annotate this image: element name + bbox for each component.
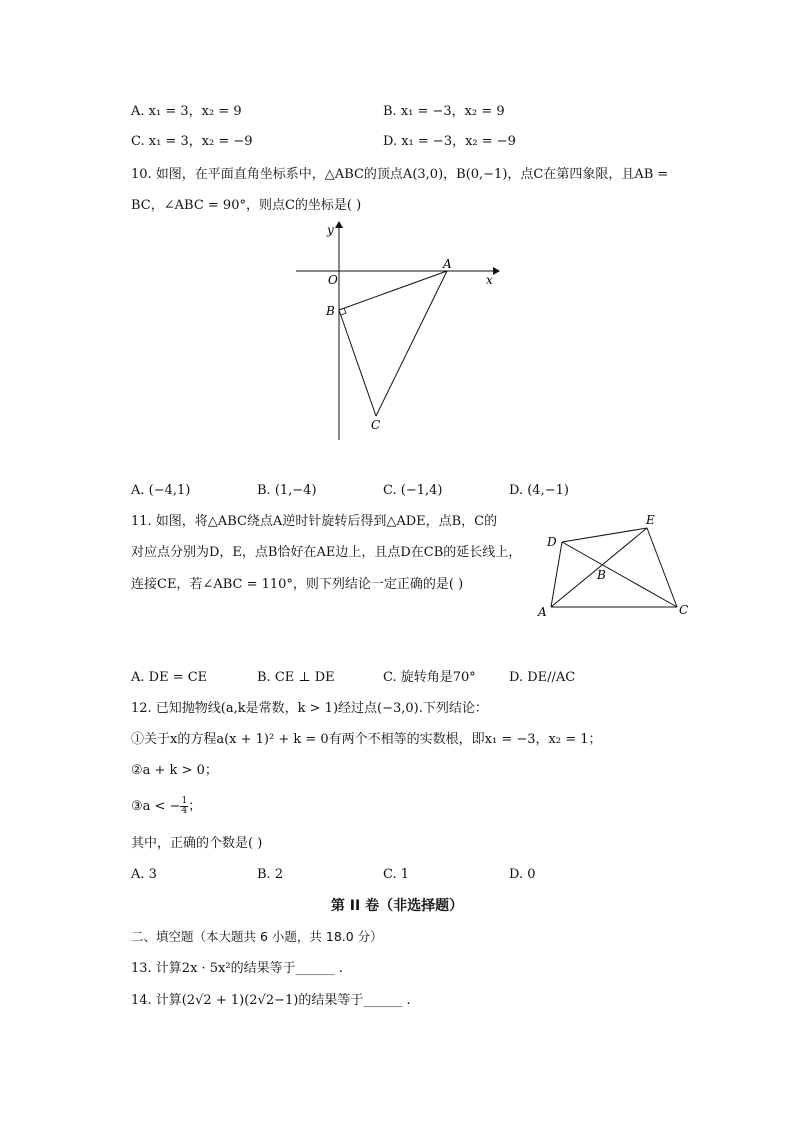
q9-option-d: D. x₁ = −3，x₂ = −9 [383, 134, 516, 149]
q11-option-d: D. DE//AC [509, 670, 576, 685]
q11-stem-line3: 连接CE，若∠ABC = 110°，则下列结论一定正确的是( ) [131, 577, 464, 592]
q10-stem-line2: BC，∠ABC = 90°，则点C的坐标是( ) [131, 198, 362, 213]
q10-stem-line1: 10. 如图，在平面直角坐标系中，△ABC的顶点A(3,0)，B(0,−1)，点C在第四象限，且AB = [131, 167, 669, 182]
statement-3-prefix: ③a < − [131, 799, 181, 814]
label-e: E [646, 513, 655, 527]
label-d: D [547, 535, 557, 549]
label-c: C [679, 603, 689, 617]
segment-ec [647, 528, 677, 607]
q10-option-b: B. (1,−4) [257, 483, 317, 498]
q11-rotation-figure [532, 510, 697, 620]
label-a: A [538, 605, 547, 619]
q12-statement-1: ①关于x的方程a(x + 1)² + k = 0有两个不相等的实数根，即x₁ = −3，x₂ = 1； [131, 732, 602, 747]
q10-option-d: D. (4,−1) [509, 483, 569, 498]
q12-question: 其中，正确的个数是( ) [131, 836, 263, 851]
q9-option-b: B. x₁ = −3，x₂ = 9 [383, 104, 505, 119]
q11-stem-line2: 对应点分别为D，E，点B恰好在AE边上，且点D在CB的延长线上， [131, 545, 522, 560]
q12-option-c: C. 1 [383, 867, 410, 882]
label-x: x [486, 273, 493, 287]
q12-option-a: A. 3 [131, 867, 157, 882]
q14-text: 14. 计算(2√2 + 1)(2√2−1)的结果等于______ . [131, 993, 411, 1008]
q9-option-a: A. x₁ = 3，x₂ = 9 [131, 104, 242, 119]
label-a: A [443, 257, 452, 271]
segment-ad [551, 542, 562, 607]
label-b: B [597, 568, 606, 582]
q12-statement-3 [131, 797, 201, 816]
q10-option-c: C. (−1,4) [383, 483, 443, 498]
segment-dc [562, 542, 677, 607]
label-b: B [326, 304, 335, 318]
y-axis-arrow-icon [335, 221, 343, 228]
q12-statement-2: ②a + k > 0； [131, 763, 218, 778]
q12-option-b: B. 2 [257, 867, 284, 882]
label-origin: O [328, 273, 338, 287]
q9-option-c: C. x₁ = 3，x₂ = −9 [131, 134, 253, 149]
q11-option-a: A. DE = CE [131, 670, 208, 685]
q13-text: 13. 计算2x · 5x²的结果等于______ . [131, 961, 343, 976]
statement-3-suffix: ； [188, 799, 202, 814]
q11-stem-line1: 11. 如图，将△ABC绕点A逆时针旋转后得到△ADE，点B，C的 [131, 514, 498, 529]
q10-coordinate-figure [290, 218, 505, 446]
q11-option-b: B. CE ⊥ DE [257, 670, 335, 685]
q12-option-d: D. 0 [509, 867, 536, 882]
q12-stem: 12. 已知抛物线(a,k是常数，k > 1)经过点(−3,0).下列结论： [131, 701, 488, 716]
part-2-title: 第 II 卷（非选择题） [330, 898, 464, 914]
q11-option-c: C. 旋转角是70° [383, 670, 476, 685]
x-axis-arrow-icon [493, 267, 500, 275]
segment-bc [339, 310, 376, 416]
fraction-one-quarter: $\frac{1}{4}$ [181, 796, 188, 816]
q10-option-a: A. (−4,1) [131, 483, 191, 498]
fill-in-section-heading: 二、填空题（本大题共 6 小题，共 18.0 分） [131, 929, 383, 944]
label-c: C [371, 418, 381, 432]
segment-de [562, 528, 647, 542]
label-y: y [327, 223, 334, 237]
